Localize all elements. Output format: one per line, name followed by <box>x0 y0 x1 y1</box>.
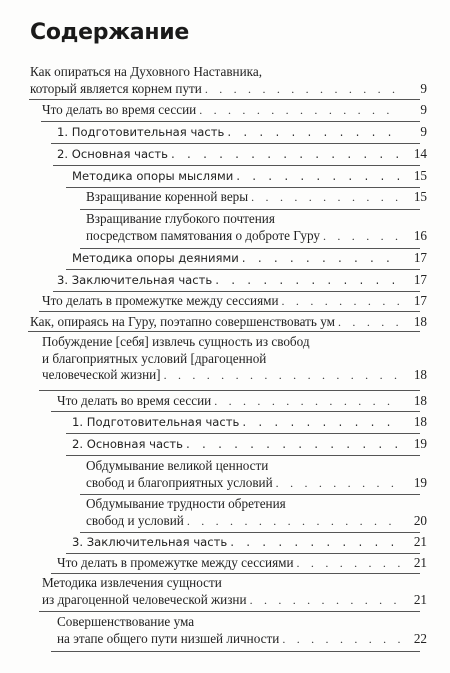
dot-leader <box>276 475 400 492</box>
toc-entry[interactable] <box>86 496 427 529</box>
entry-divider <box>51 143 420 144</box>
entry-divider <box>66 433 420 434</box>
toc-entry[interactable] <box>57 393 427 410</box>
toc-entry-text: человеческой жизни] <box>42 367 161 382</box>
dot-leader <box>227 124 400 141</box>
toc-entry-text: свобод и условий <box>86 512 184 528</box>
toc-entry[interactable] <box>86 189 427 206</box>
dot-leader <box>164 367 400 384</box>
toc-page-number: 14 <box>413 146 427 161</box>
toc-page-number: 17 <box>413 293 427 308</box>
toc-entry-text: Методика опоры деяниями <box>72 251 239 265</box>
toc-entry[interactable] <box>72 414 427 431</box>
entry-divider <box>51 411 420 412</box>
entry-divider <box>39 611 420 612</box>
toc-entry-text: Обдумывание великой ценности <box>86 458 269 473</box>
dot-leader <box>214 393 400 410</box>
toc-entry-text: из драгоценной человеческой жизни <box>42 591 247 607</box>
dot-leader <box>251 189 400 206</box>
dot-leader <box>338 314 400 331</box>
toc-entry[interactable] <box>57 614 427 647</box>
dot-leader <box>282 293 400 310</box>
toc-entry-text: свобод и благоприятных условий <box>86 474 273 490</box>
toc-entry[interactable] <box>30 64 427 97</box>
toc-entry[interactable] <box>57 146 427 163</box>
toc-page-number: 19 <box>413 436 427 451</box>
dot-leader <box>186 436 400 453</box>
toc-entry-text: Взращивание коренной веры <box>86 189 249 204</box>
dot-leader <box>205 81 400 98</box>
toc-entry-text: и благоприятных условий [драгоценной <box>42 350 267 366</box>
toc-entry[interactable] <box>42 293 427 310</box>
entry-divider <box>51 651 420 652</box>
toc-entry-text: Как, опираясь на Гуру, поэтапно совершенствовать ум <box>30 314 336 329</box>
toc-entry-text: Что делать в промежутке между сессиями <box>42 293 279 308</box>
toc-entry-text: 2. Основная часть <box>57 147 169 161</box>
toc-entry[interactable] <box>57 555 427 572</box>
toc-page-number: 17 <box>413 250 427 265</box>
toc-entry-text: 3. Заключительная часть <box>57 273 213 287</box>
toc-entry-text: посредством памятования о доброте Гуру <box>86 227 320 243</box>
entry-divider <box>41 121 420 122</box>
toc-page-number: 18 <box>413 414 427 429</box>
dot-leader <box>323 228 400 245</box>
toc-page-number: 18 <box>413 314 427 329</box>
toc-entry-text: Совершенствование ума <box>57 614 195 629</box>
entry-divider <box>80 209 420 210</box>
toc-entry[interactable] <box>72 250 427 267</box>
toc-page-number: 22 <box>413 630 427 646</box>
dot-leader <box>242 250 400 267</box>
entry-divider <box>66 455 420 456</box>
toc-entry[interactable] <box>72 534 427 551</box>
toc-page-number: 21 <box>413 591 427 607</box>
entry-divider <box>29 99 420 100</box>
toc-page-number: 19 <box>413 474 427 490</box>
toc-page-number: 9 <box>420 102 427 117</box>
dot-leader <box>230 534 400 551</box>
toc-entry[interactable] <box>72 168 427 185</box>
toc-page-number: 16 <box>413 227 427 243</box>
toc-entry-text: Методика извлечения сущности <box>42 575 222 590</box>
entry-divider <box>80 248 420 249</box>
dot-leader <box>199 102 400 119</box>
toc-entry[interactable] <box>72 436 427 453</box>
entry-divider <box>66 553 420 554</box>
toc-page-number: 15 <box>413 168 427 183</box>
toc-entry[interactable] <box>86 458 427 491</box>
toc-entry-text: Что делать во время сессии <box>57 393 212 408</box>
dot-leader <box>171 146 400 163</box>
dot-leader <box>242 414 400 431</box>
toc-page-number: 9 <box>420 80 427 96</box>
entry-divider <box>28 331 420 332</box>
toc-entry[interactable] <box>57 272 427 289</box>
entry-divider <box>80 532 420 533</box>
toc-entry-text: 1. Подготовительная часть <box>57 125 225 139</box>
dot-leader <box>215 272 400 289</box>
entry-divider <box>53 291 420 292</box>
entry-divider <box>66 187 420 188</box>
toc-page-number: 20 <box>413 512 427 528</box>
toc-entry-text: который является корнем пути <box>30 80 202 96</box>
toc-entry-text: Взращивание глубокого почтения <box>86 211 275 226</box>
entry-divider <box>66 269 420 270</box>
dot-leader <box>236 168 400 185</box>
toc-entry-text: Побуждение [себя] извлечь сущность из свобод <box>42 334 310 349</box>
toc-entry[interactable] <box>42 102 427 119</box>
entry-divider <box>39 390 420 391</box>
toc-entry-text: на этапе общего пути низшей личности <box>57 630 280 646</box>
dot-leader <box>250 592 400 609</box>
toc-page-number: 17 <box>413 272 427 287</box>
toc-entry-text: Обдумывание трудности обретения <box>86 496 286 511</box>
toc-entry[interactable] <box>42 334 427 384</box>
toc-entry-text: 2. Основная часть <box>72 437 184 451</box>
toc-entry-text: 1. Подготовительная часть <box>72 415 240 429</box>
toc-entry[interactable] <box>86 211 427 244</box>
toc-page-number: 18 <box>413 367 427 382</box>
toc-entry-text: Методика опоры мыслями <box>72 169 234 183</box>
entry-divider <box>80 494 420 495</box>
entry-divider <box>51 573 420 574</box>
dot-leader <box>297 555 400 572</box>
dot-leader <box>282 631 400 648</box>
toc-page-number: 21 <box>413 555 427 570</box>
toc-entry-text: Что делать в промежутке между сессиями <box>57 555 294 570</box>
toc-page-number: 18 <box>413 393 427 408</box>
toc-page-number: 15 <box>413 189 427 204</box>
entry-divider <box>39 311 420 312</box>
dot-leader <box>187 513 400 530</box>
page-title: Содержание <box>30 20 189 45</box>
toc-entry-text: 3. Заключительная часть <box>72 535 228 549</box>
toc-page-number: 21 <box>413 534 427 549</box>
entry-divider <box>53 165 420 166</box>
toc-entry[interactable] <box>30 314 427 331</box>
toc-entry[interactable] <box>57 124 427 141</box>
toc-page-number: 9 <box>420 124 427 139</box>
toc-entry[interactable] <box>42 575 427 608</box>
toc-entry-text: Что делать во время сессии <box>42 102 197 117</box>
toc-entry-text: Как опираться на Духовного Наставника, <box>30 64 263 79</box>
